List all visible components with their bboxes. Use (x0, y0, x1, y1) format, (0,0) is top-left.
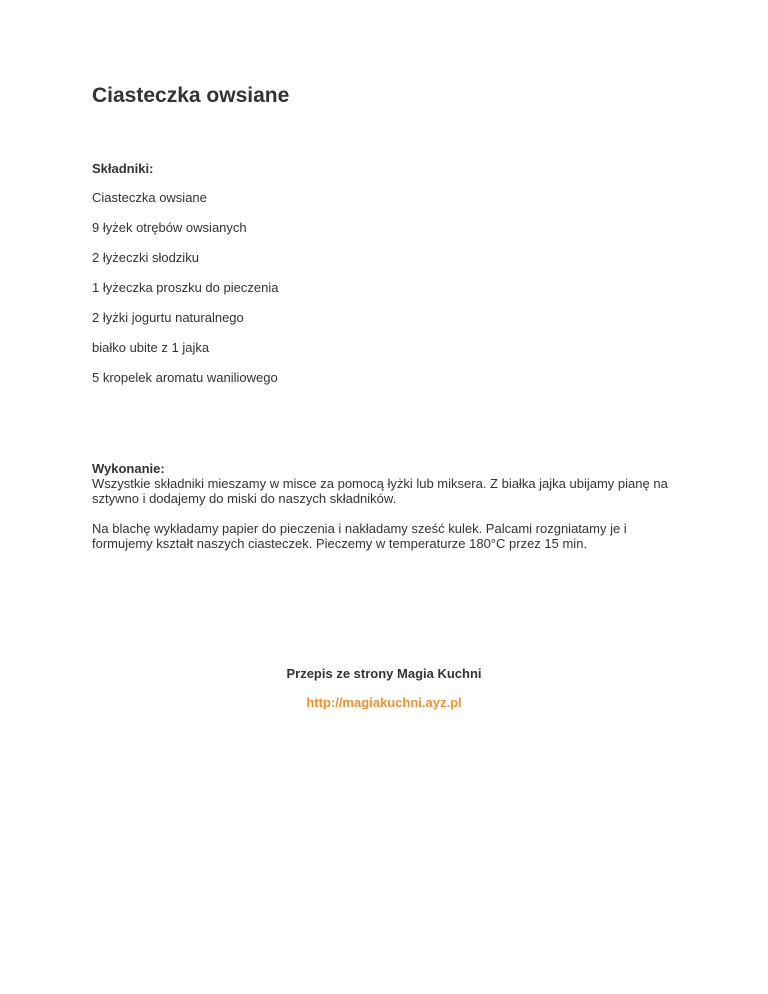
source-label: Przepis ze strony Magia Kuchni (286, 666, 482, 681)
ingredient-item: Ciasteczka owsiane (92, 190, 207, 205)
ingredient-item: białko ubite z 1 jajka (92, 340, 210, 355)
ingredient-item: 2 łyżeczki słodziku (92, 250, 199, 265)
ingredients-heading: Składniki: (92, 161, 154, 176)
page-title: Ciasteczka owsiane (92, 84, 290, 107)
source-link[interactable]: http://magiakuchni.ayz.pl (306, 695, 462, 710)
ingredient-item: 9 łyżek otrębów owsianych (92, 220, 247, 235)
ingredients-list (92, 190, 278, 400)
ingredient-item: 1 łyżeczka proszku do pieczenia (92, 280, 279, 295)
method-heading: Wykonanie: (92, 461, 165, 476)
method-paragraph: Wszystkie składniki mieszamy w misce za pomocą łyżki lub miksera. Z białka jajka ubijamy pianę na sztywno i dodajemy do miski do naszych składników. (92, 476, 668, 506)
ingredient-item: 2 łyżki jogurtu naturalnego (92, 310, 244, 325)
method-paragraph: Na blachę wykładamy papier do pieczenia i nakładamy sześć kulek. Palcami rozgniatamy je i formujemy kształt naszych ciasteczek. Pieczemy w temperaturze 180°C przez 15 min. (92, 521, 627, 551)
ingredient-item: 5 kropelek aromatu waniliowego (92, 370, 278, 385)
